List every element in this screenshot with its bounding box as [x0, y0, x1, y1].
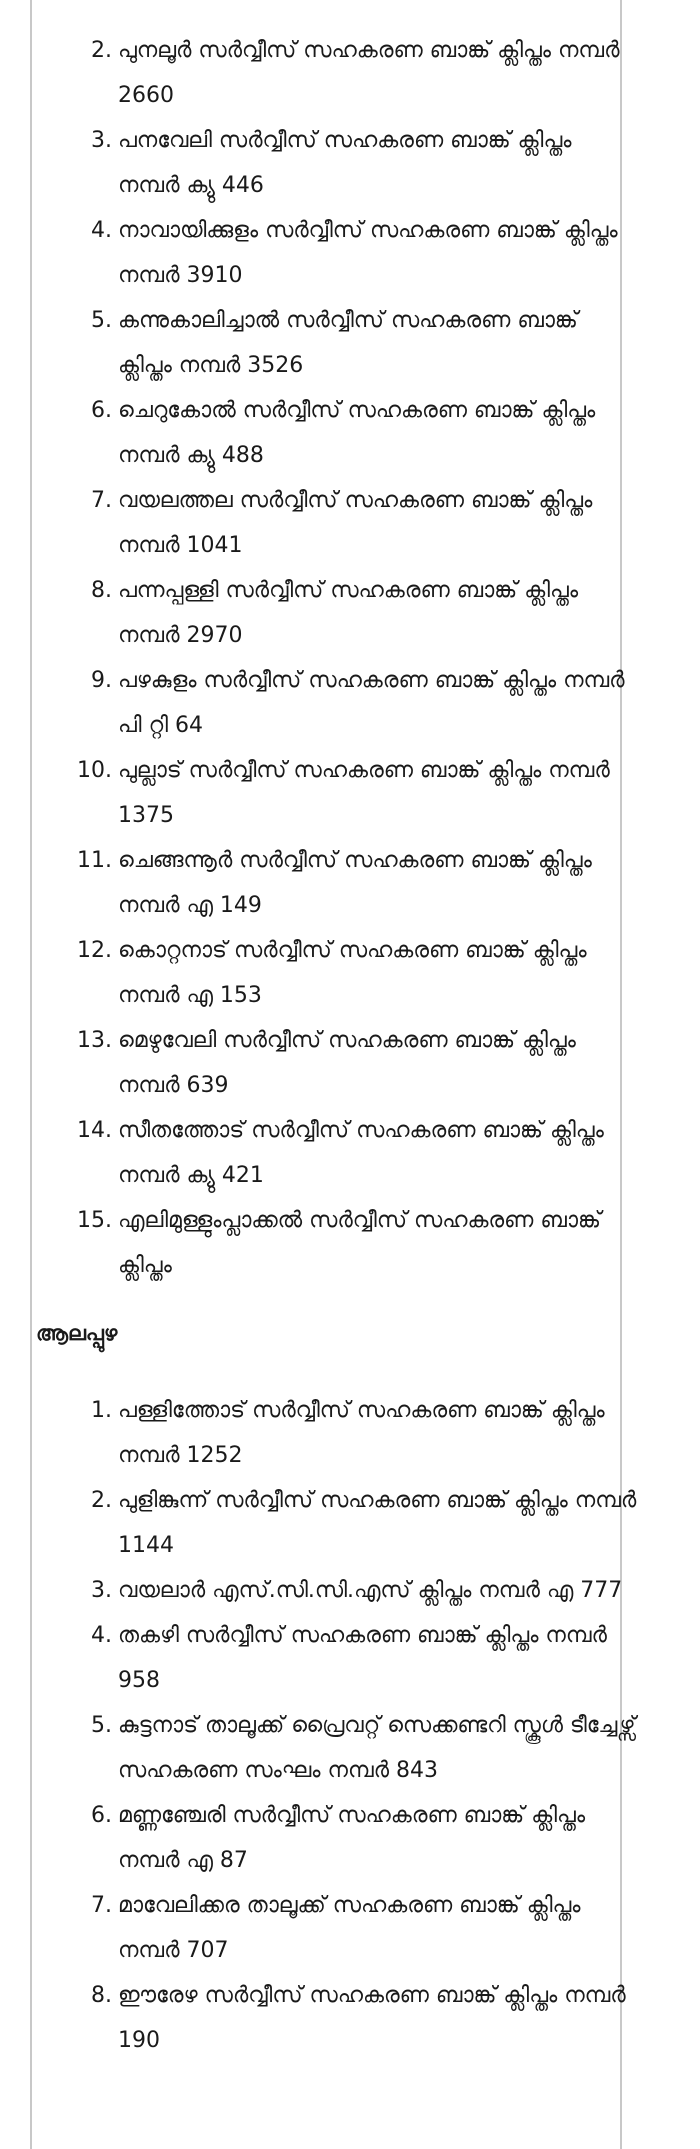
list-item: [36, 658, 638, 748]
list-item: [36, 1478, 638, 1568]
list-item: [36, 1568, 638, 1613]
bank-list-alappuzha: [36, 1388, 637, 2063]
list-item-number: 5.: [91, 1713, 112, 1738]
list-item-text: മെഴുവേലി സര്‍വ്വീസ് സഹകരണ ബാങ്ക് ക്ലിപ്തം നമ്പര്‍ 639: [118, 1028, 576, 1098]
list-item-number: 14.: [77, 1118, 112, 1143]
list-item: [36, 208, 638, 298]
list-item-text: കന്നുകാലിച്ചാൽ സര്‍വ്വീസ് സഹകരണ ബാങ്ക് ക്ലിപ്തം നമ്പര്‍ 3526: [118, 308, 578, 378]
list-item-text: പള്ളിത്തോട് സര്‍വ്വീസ് സഹകരണ ബാങ്ക് ക്ലിപ്തം നമ്പര്‍ 1252: [118, 1398, 605, 1468]
list-item: [36, 1703, 638, 1793]
list-item-text: നാവായിക്കുളം സര്‍വ്വീസ് സഹകരണ ബാങ്ക് ക്ലിപ്തം നമ്പര്‍ 3910: [118, 218, 618, 288]
list-item-text: സീതത്തോട് സര്‍വ്വീസ് സഹകരണ ബാങ്ക് ക്ലിപ്തം നമ്പര്‍ ക്യു 421: [118, 1118, 604, 1188]
list-item-text: പഴകുളം സര്‍വ്വീസ് സഹകരണ ബാങ്ക് ക്ലിപ്തം നമ്പര്‍ പി റ്റി 64: [118, 668, 625, 738]
list-item: [36, 928, 638, 1018]
list-item-number: 6.: [91, 398, 112, 423]
list-item: [36, 1793, 638, 1883]
list-item-text: പന്നപ്പള്ളി സര്‍വ്വീസ് സഹകരണ ബാങ്ക് ക്ലിപ്തം നമ്പര്‍ 2970: [118, 578, 579, 648]
list-item-number: 9.: [91, 668, 112, 693]
list-item-text: വയലാര്‍ എസ്.സി.സി.എസ് ക്ലിപ്തം നമ്പര്‍ എ 777: [118, 1578, 623, 1603]
list-item-number: 15.: [77, 1208, 112, 1233]
list-item: [36, 1108, 638, 1198]
list-item-number: 6.: [91, 1803, 112, 1828]
list-item-number: 10.: [77, 758, 112, 783]
list-item-number: 13.: [77, 1028, 112, 1053]
list-item: [36, 28, 638, 118]
document-content: [36, 28, 637, 2063]
list-item: [36, 1973, 638, 2063]
list-item: [36, 1613, 638, 1703]
list-item-number: 1.: [91, 1398, 112, 1423]
district-heading: ആലപ്പുഴ: [36, 1321, 118, 1345]
list-item-number: 12.: [77, 938, 112, 963]
bank-list-section-a: [36, 28, 625, 1288]
list-item-number: 8.: [91, 578, 112, 603]
list-item-text: തകഴി സര്‍വ്വീസ് സഹകരണ ബാങ്ക് ക്ലിപ്തം നമ്പര്‍ 958: [118, 1623, 607, 1693]
list-item-number: 7.: [91, 1893, 112, 1918]
list-item-number: 2.: [91, 38, 112, 63]
list-item: [36, 748, 638, 838]
list-item-text: പനവേലി സര്‍വ്വീസ് സഹകരണ ബാങ്ക് ക്ലിപ്തം നമ്പര്‍ ക്യു 446: [118, 128, 572, 198]
list-item-text: കുട്ടനാട് താലൂക്ക് പ്രൈവറ്റ് സെക്കണ്ടറി സ്കൂള്‍ ടീച്ചേഴ്സ് സഹകരണ സംഘം നമ്പര്‍ 843: [118, 1713, 636, 1783]
list-item-number: 7.: [91, 488, 112, 513]
list-item-number: 8.: [91, 1983, 112, 2008]
list-item-text: പുളിങ്കുന്ന് സര്‍വ്വീസ് സഹകരണ ബാങ്ക് ക്ലിപ്തം നമ്പര്‍ 1144: [118, 1488, 637, 1558]
list-item-text: പുനലൂര്‍ സര്‍വ്വീസ് സഹകരണ ബാങ്ക് ക്ലിപ്തം നമ്പര്‍ 2660: [118, 38, 620, 108]
list-item: [36, 118, 638, 208]
list-item: [36, 478, 638, 568]
list-item-number: 3.: [91, 128, 112, 153]
list-item-number: 4.: [91, 218, 112, 243]
list-item: [36, 298, 638, 388]
list-item-number: 4.: [91, 1623, 112, 1648]
list-item-text: മാവേലിക്കര താലൂക്ക് സഹകരണ ബാങ്ക് ക്ലിപ്തം നമ്പര്‍ 707: [118, 1893, 581, 1963]
list-item-text: ഈരേഴ സര്‍വ്വീസ് സഹകരണ ബാങ്ക് ക്ലിപ്തം നമ്പര്‍ 190: [118, 1983, 626, 2053]
list-item-number: 3.: [91, 1578, 112, 1603]
list-item: [36, 838, 638, 928]
list-item-number: 5.: [91, 308, 112, 333]
list-item-text: മണ്ണഞ്ചേരി സര്‍വ്വീസ് സഹകരണ ബാങ്ക് ക്ലിപ്തം നമ്പര്‍ എ 87: [118, 1803, 586, 1873]
list-item: [36, 1883, 638, 1973]
list-item-number: 2.: [91, 1488, 112, 1513]
list-item-text: ചെറുകോൽ സര്‍വ്വീസ് സഹകരണ ബാങ്ക് ക്ലിപ്തം നമ്പര്‍ ക്യു 488: [118, 398, 596, 468]
list-item-text: പുല്ലാട് സര്‍വ്വീസ് സഹകരണ ബാങ്ക് ക്ലിപ്തം നമ്പര്‍ 1375: [118, 758, 610, 828]
list-item: [36, 1388, 638, 1478]
list-item: [36, 1198, 638, 1288]
list-item-text: വയലത്തല സര്‍വ്വീസ് സഹകരണ ബാങ്ക് ക്ലിപ്തം നമ്പര്‍ 1041: [118, 488, 593, 558]
list-item-number: 11.: [77, 848, 112, 873]
list-item: [36, 388, 638, 478]
list-item-text: കൊറ്റനാട് സര്‍വ്വീസ് സഹകരണ ബാങ്ക് ക്ലിപ്തം നമ്പര്‍ എ 153: [118, 938, 587, 1008]
list-item-text: ചെങ്ങന്നൂര്‍ സര്‍വ്വീസ് സഹകരണ ബാങ്ക് ക്ലിപ്തം നമ്പര്‍ എ 149: [118, 848, 592, 918]
list-item: [36, 1018, 638, 1108]
list-item: [36, 568, 638, 658]
list-item-text: എലിമുള്ളുംപ്ലാക്കൽ സര്‍വ്വീസ് സഹകരണ ബാങ്ക് ക്ലിപ്തം: [118, 1208, 601, 1278]
